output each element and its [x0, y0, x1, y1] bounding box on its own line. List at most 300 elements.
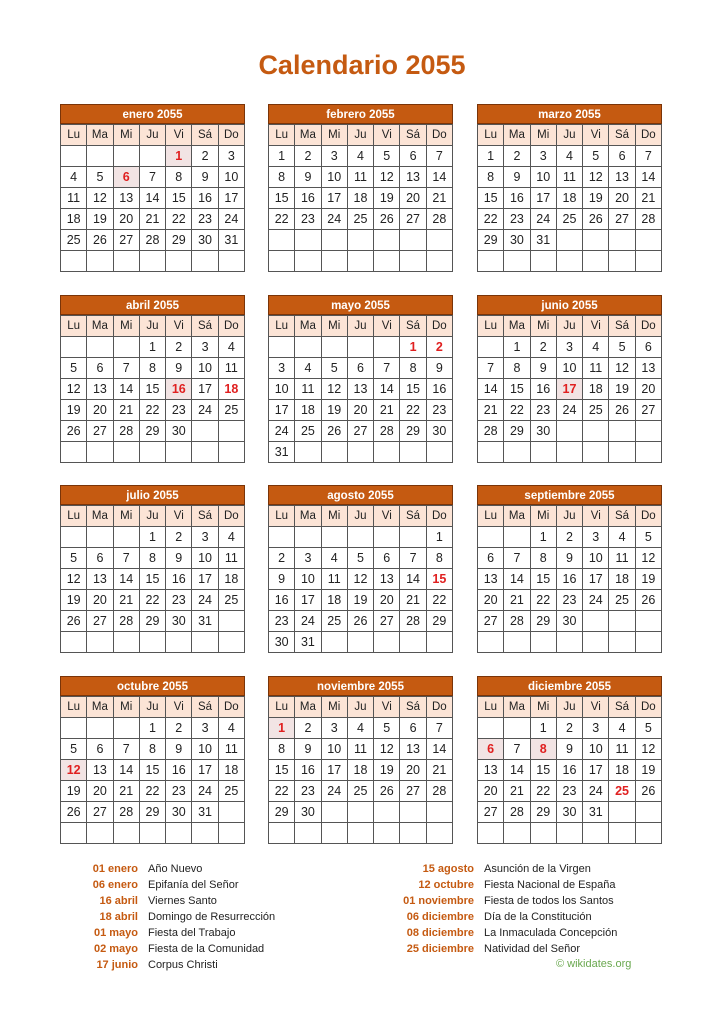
weekday-header: Sá	[192, 506, 218, 527]
day-cell: 7	[504, 548, 530, 569]
weekday-header: Do	[635, 316, 661, 337]
weekday-header: Lu	[61, 316, 87, 337]
day-cell: 28	[426, 209, 452, 230]
day-cell: 5	[374, 146, 400, 167]
day-cell: 23	[504, 209, 530, 230]
day-cell: 11	[609, 548, 635, 569]
day-cell: 21	[374, 400, 400, 421]
empty-cell	[609, 421, 635, 442]
day-cell: 11	[583, 358, 609, 379]
holiday-name: Fiesta Nacional de España	[484, 879, 616, 891]
empty-cell	[321, 337, 347, 358]
empty-cell	[635, 802, 661, 823]
day-cell: 20	[478, 590, 504, 611]
weekday-header: Ma	[504, 125, 530, 146]
day-cell: 7	[400, 548, 426, 569]
weekday-header: Ma	[504, 316, 530, 337]
empty-cell	[192, 632, 218, 653]
day-cell: 24	[583, 781, 609, 802]
empty-cell	[374, 527, 400, 548]
day-cell: 13	[347, 379, 373, 400]
day-cell: 22	[139, 400, 165, 421]
empty-cell	[295, 823, 321, 844]
day-cell: 28	[504, 611, 530, 632]
day-cell: 16	[426, 379, 452, 400]
day-cell: 12	[321, 379, 347, 400]
day-cell: 19	[583, 188, 609, 209]
holiday-name: Fiesta de la Comunidad	[148, 943, 265, 955]
day-cell: 2	[269, 548, 295, 569]
day-cell: 11	[347, 739, 373, 760]
empty-cell	[530, 442, 556, 463]
empty-cell	[321, 823, 347, 844]
day-cell: 2	[504, 146, 530, 167]
day-cell: 9	[504, 167, 530, 188]
day-cell: 15	[166, 188, 192, 209]
weekday-header: Vi	[166, 697, 192, 718]
day-cell: 23	[530, 400, 556, 421]
day-cell: 1	[139, 337, 165, 358]
day-cell: 27	[87, 802, 113, 823]
day-cell: 8	[139, 358, 165, 379]
day-cell: 18	[583, 379, 609, 400]
day-cell: 25	[295, 421, 321, 442]
empty-cell	[61, 442, 87, 463]
empty-cell	[374, 632, 400, 653]
weekday-header: Sá	[400, 125, 426, 146]
day-cell: 30	[530, 421, 556, 442]
day-cell: 15	[530, 569, 556, 590]
day-cell: 25	[218, 590, 244, 611]
empty-cell	[504, 442, 530, 463]
weekday-header: Lu	[61, 125, 87, 146]
day-cell: 3	[192, 718, 218, 739]
day-cell: 9	[166, 548, 192, 569]
day-cell: 12	[61, 379, 87, 400]
empty-cell	[556, 421, 582, 442]
day-cell: 20	[113, 209, 139, 230]
weekday-header: Ju	[347, 697, 373, 718]
weekday-header: Lu	[478, 125, 504, 146]
day-cell: 17	[321, 188, 347, 209]
day-cell: 3	[583, 527, 609, 548]
empty-cell	[609, 230, 635, 251]
day-cell: 27	[113, 230, 139, 251]
holiday-date: 01 noviembre	[403, 895, 474, 907]
day-cell: 15	[478, 188, 504, 209]
month-header: diciembre 2055	[477, 676, 662, 696]
weekday-header: Vi	[166, 125, 192, 146]
day-cell: 18	[609, 569, 635, 590]
day-cell: 5	[87, 167, 113, 188]
site-credit: © wikidates.org	[556, 958, 632, 970]
empty-cell	[218, 251, 244, 272]
empty-cell	[61, 823, 87, 844]
day-cell: 14	[478, 379, 504, 400]
day-cell: 7	[113, 358, 139, 379]
day-cell: 13	[478, 569, 504, 590]
empty-cell	[295, 251, 321, 272]
weekday-header: Vi	[374, 697, 400, 718]
day-cell: 10	[192, 739, 218, 760]
empty-cell	[400, 632, 426, 653]
empty-cell	[609, 611, 635, 632]
day-cell: 29	[478, 230, 504, 251]
weekday-header: Lu	[478, 506, 504, 527]
day-cell: 20	[374, 590, 400, 611]
empty-cell	[583, 230, 609, 251]
day-cell: 24	[192, 400, 218, 421]
day-cell: 20	[478, 781, 504, 802]
holiday-item	[368, 941, 617, 957]
day-cell: 7	[504, 739, 530, 760]
empty-cell	[166, 442, 192, 463]
day-cell: 8	[426, 548, 452, 569]
weekday-header: Mi	[530, 697, 556, 718]
weekday-header: Ju	[556, 316, 582, 337]
day-cell: 23	[269, 611, 295, 632]
holiday-name: Domingo de Resurrección	[148, 911, 276, 923]
weekday-header: Lu	[478, 316, 504, 337]
holiday-item	[60, 925, 275, 941]
day-cell: 2	[166, 337, 192, 358]
empty-cell	[113, 442, 139, 463]
day-cell: 23	[166, 781, 192, 802]
weekday-header: Do	[218, 506, 244, 527]
holiday-name: Asunción de la Virgen	[484, 863, 591, 875]
day-cell: 22	[269, 209, 295, 230]
weekday-header: Lu	[61, 697, 87, 718]
empty-cell	[504, 823, 530, 844]
month-calendar	[60, 485, 245, 653]
day-cell: 31	[530, 230, 556, 251]
month-header: septiembre 2055	[477, 485, 662, 505]
day-cell: 7	[139, 167, 165, 188]
day-cell: 22	[139, 781, 165, 802]
weekday-header: Mi	[113, 316, 139, 337]
empty-cell	[113, 527, 139, 548]
day-cell: 18	[347, 188, 373, 209]
weekday-header: Do	[426, 697, 452, 718]
day-cell: 7	[478, 358, 504, 379]
empty-cell	[400, 802, 426, 823]
day-cell: 13	[87, 569, 113, 590]
empty-cell	[400, 442, 426, 463]
day-cell: 12	[61, 760, 87, 781]
day-cell: 22	[530, 781, 556, 802]
day-cell: 31	[269, 442, 295, 463]
day-cell: 26	[347, 611, 373, 632]
holiday-list-left	[60, 861, 275, 973]
day-cell: 24	[321, 781, 347, 802]
empty-cell	[347, 823, 373, 844]
day-cell: 21	[478, 400, 504, 421]
empty-cell	[530, 251, 556, 272]
day-cell: 15	[139, 760, 165, 781]
day-cell: 19	[61, 400, 87, 421]
day-cell: 2	[426, 337, 452, 358]
holiday-date: 16 abril	[99, 895, 138, 907]
empty-cell	[374, 337, 400, 358]
day-cell: 12	[61, 569, 87, 590]
holiday-name: Año Nuevo	[148, 863, 203, 875]
empty-cell	[295, 337, 321, 358]
empty-cell	[87, 337, 113, 358]
day-cell: 13	[400, 167, 426, 188]
weekday-header: Mi	[321, 506, 347, 527]
empty-cell	[347, 251, 373, 272]
day-cell: 15	[269, 188, 295, 209]
day-cell: 12	[87, 188, 113, 209]
holiday-date: 01 enero	[92, 863, 138, 875]
day-cell: 26	[61, 611, 87, 632]
day-cell: 10	[321, 739, 347, 760]
month-header: febrero 2055	[268, 104, 453, 124]
day-cell: 25	[609, 590, 635, 611]
empty-cell	[556, 823, 582, 844]
day-cell: 25	[61, 230, 87, 251]
day-cell: 19	[635, 569, 661, 590]
weekday-header: Ju	[139, 506, 165, 527]
weekday-header: Sá	[192, 125, 218, 146]
day-cell: 8	[139, 548, 165, 569]
holiday-item	[368, 925, 617, 941]
day-cell: 12	[347, 569, 373, 590]
weekday-header: Ju	[347, 125, 373, 146]
day-cell: 12	[635, 739, 661, 760]
day-cell: 25	[218, 400, 244, 421]
empty-cell	[426, 442, 452, 463]
weekday-header: Mi	[113, 506, 139, 527]
holiday-name: Día de la Constitución	[484, 911, 592, 923]
empty-cell	[426, 823, 452, 844]
day-cell: 5	[583, 146, 609, 167]
day-cell: 3	[556, 337, 582, 358]
empty-cell	[192, 421, 218, 442]
day-cell: 27	[347, 421, 373, 442]
month-calendar	[477, 295, 662, 463]
holiday-name: Fiesta del Trabajo	[148, 927, 236, 939]
weekday-header: Mi	[530, 506, 556, 527]
day-cell: 17	[192, 760, 218, 781]
day-cell: 19	[61, 590, 87, 611]
day-cell: 4	[218, 527, 244, 548]
empty-cell	[218, 611, 244, 632]
day-cell: 21	[400, 590, 426, 611]
day-cell: 18	[295, 400, 321, 421]
day-cell: 15	[269, 760, 295, 781]
empty-cell	[635, 230, 661, 251]
empty-cell	[400, 527, 426, 548]
day-cell: 8	[139, 739, 165, 760]
day-cell: 26	[609, 400, 635, 421]
day-cell: 23	[556, 781, 582, 802]
day-cell: 9	[530, 358, 556, 379]
day-cell: 9	[166, 358, 192, 379]
holiday-date: 12 octubre	[418, 879, 474, 891]
empty-cell	[113, 146, 139, 167]
day-cell: 8	[400, 358, 426, 379]
empty-cell	[478, 718, 504, 739]
weekday-header: Sá	[609, 506, 635, 527]
day-cell: 12	[609, 358, 635, 379]
day-cell: 21	[113, 781, 139, 802]
day-cell: 23	[556, 590, 582, 611]
empty-cell	[478, 337, 504, 358]
weekday-header: Ju	[347, 506, 373, 527]
day-cell: 1	[269, 718, 295, 739]
weekday-header: Do	[218, 697, 244, 718]
day-cell: 30	[166, 421, 192, 442]
day-cell: 10	[192, 358, 218, 379]
empty-cell	[530, 632, 556, 653]
holiday-item	[368, 877, 617, 893]
day-cell: 18	[218, 760, 244, 781]
weekday-header: Ma	[295, 697, 321, 718]
empty-cell	[218, 442, 244, 463]
day-cell: 28	[504, 802, 530, 823]
day-cell: 4	[347, 718, 373, 739]
day-cell: 6	[87, 739, 113, 760]
day-cell: 23	[166, 400, 192, 421]
empty-cell	[609, 823, 635, 844]
day-cell: 1	[504, 337, 530, 358]
day-cell: 4	[609, 718, 635, 739]
holiday-date: 06 diciembre	[406, 911, 474, 923]
weekday-header: Mi	[321, 125, 347, 146]
day-cell: 22	[426, 590, 452, 611]
day-cell: 26	[87, 230, 113, 251]
day-cell: 29	[530, 802, 556, 823]
day-cell: 6	[87, 358, 113, 379]
empty-cell	[556, 251, 582, 272]
month-header: mayo 2055	[268, 295, 453, 315]
day-cell: 25	[609, 781, 635, 802]
day-cell: 17	[321, 760, 347, 781]
day-cell: 28	[113, 611, 139, 632]
empty-cell	[583, 823, 609, 844]
day-cell: 29	[530, 611, 556, 632]
day-cell: 31	[295, 632, 321, 653]
day-cell: 13	[609, 167, 635, 188]
day-cell: 25	[556, 209, 582, 230]
empty-cell	[87, 442, 113, 463]
day-cell: 3	[192, 527, 218, 548]
page-title: Calendario 2055	[258, 50, 466, 80]
weekday-header: Ma	[87, 316, 113, 337]
empty-cell	[504, 251, 530, 272]
empty-cell	[61, 718, 87, 739]
empty-cell	[374, 823, 400, 844]
holiday-date: 02 mayo	[93, 943, 138, 955]
weekday-header: Ma	[87, 125, 113, 146]
day-cell: 15	[139, 379, 165, 400]
day-cell: 1	[426, 527, 452, 548]
weekday-header: Do	[426, 506, 452, 527]
holiday-item	[368, 909, 617, 925]
day-cell: 17	[295, 590, 321, 611]
day-cell: 11	[347, 167, 373, 188]
month-header: agosto 2055	[268, 485, 453, 505]
day-cell: 24	[192, 590, 218, 611]
day-cell: 6	[347, 358, 373, 379]
day-cell: 16	[295, 188, 321, 209]
day-cell: 9	[166, 739, 192, 760]
empty-cell	[269, 230, 295, 251]
holiday-item	[368, 893, 617, 909]
day-cell: 30	[556, 802, 582, 823]
holiday-name: Fiesta de todos los Santos	[484, 895, 614, 907]
weekday-header: Ma	[87, 506, 113, 527]
empty-cell	[113, 337, 139, 358]
day-cell: 10	[556, 358, 582, 379]
day-cell: 13	[374, 569, 400, 590]
day-cell: 14	[113, 760, 139, 781]
empty-cell	[530, 823, 556, 844]
day-cell: 6	[113, 167, 139, 188]
empty-cell	[426, 251, 452, 272]
day-cell: 10	[295, 569, 321, 590]
weekday-header: Vi	[166, 506, 192, 527]
day-cell: 28	[113, 421, 139, 442]
day-cell: 9	[269, 569, 295, 590]
holiday-item	[60, 957, 275, 973]
day-cell: 10	[530, 167, 556, 188]
day-cell: 13	[87, 760, 113, 781]
day-cell: 27	[400, 781, 426, 802]
day-cell: 27	[374, 611, 400, 632]
holiday-date: 18 abril	[99, 911, 138, 923]
day-cell: 27	[609, 209, 635, 230]
day-cell: 21	[426, 760, 452, 781]
empty-cell	[374, 230, 400, 251]
empty-cell	[583, 611, 609, 632]
empty-cell	[269, 337, 295, 358]
day-cell: 1	[139, 718, 165, 739]
empty-cell	[321, 230, 347, 251]
day-cell: 6	[478, 548, 504, 569]
empty-cell	[269, 823, 295, 844]
weekday-header: Do	[635, 697, 661, 718]
day-cell: 1	[166, 146, 192, 167]
empty-cell	[87, 251, 113, 272]
empty-cell	[321, 442, 347, 463]
empty-cell	[400, 823, 426, 844]
day-cell: 16	[166, 760, 192, 781]
weekday-header: Lu	[61, 506, 87, 527]
day-cell: 7	[426, 718, 452, 739]
day-cell: 12	[374, 167, 400, 188]
day-cell: 16	[556, 760, 582, 781]
holiday-date: 01 mayo	[93, 927, 138, 939]
empty-cell	[321, 251, 347, 272]
month-calendar	[268, 485, 453, 653]
day-cell: 4	[556, 146, 582, 167]
day-cell: 30	[166, 802, 192, 823]
day-cell: 20	[400, 188, 426, 209]
weekday-header: Sá	[400, 316, 426, 337]
weekday-header: Lu	[269, 506, 295, 527]
month-calendar	[477, 485, 662, 653]
day-cell: 14	[504, 760, 530, 781]
empty-cell	[87, 632, 113, 653]
day-cell: 20	[87, 590, 113, 611]
day-cell: 29	[139, 421, 165, 442]
day-cell: 2	[166, 527, 192, 548]
empty-cell	[426, 230, 452, 251]
empty-cell	[61, 251, 87, 272]
weekday-header: Mi	[321, 697, 347, 718]
